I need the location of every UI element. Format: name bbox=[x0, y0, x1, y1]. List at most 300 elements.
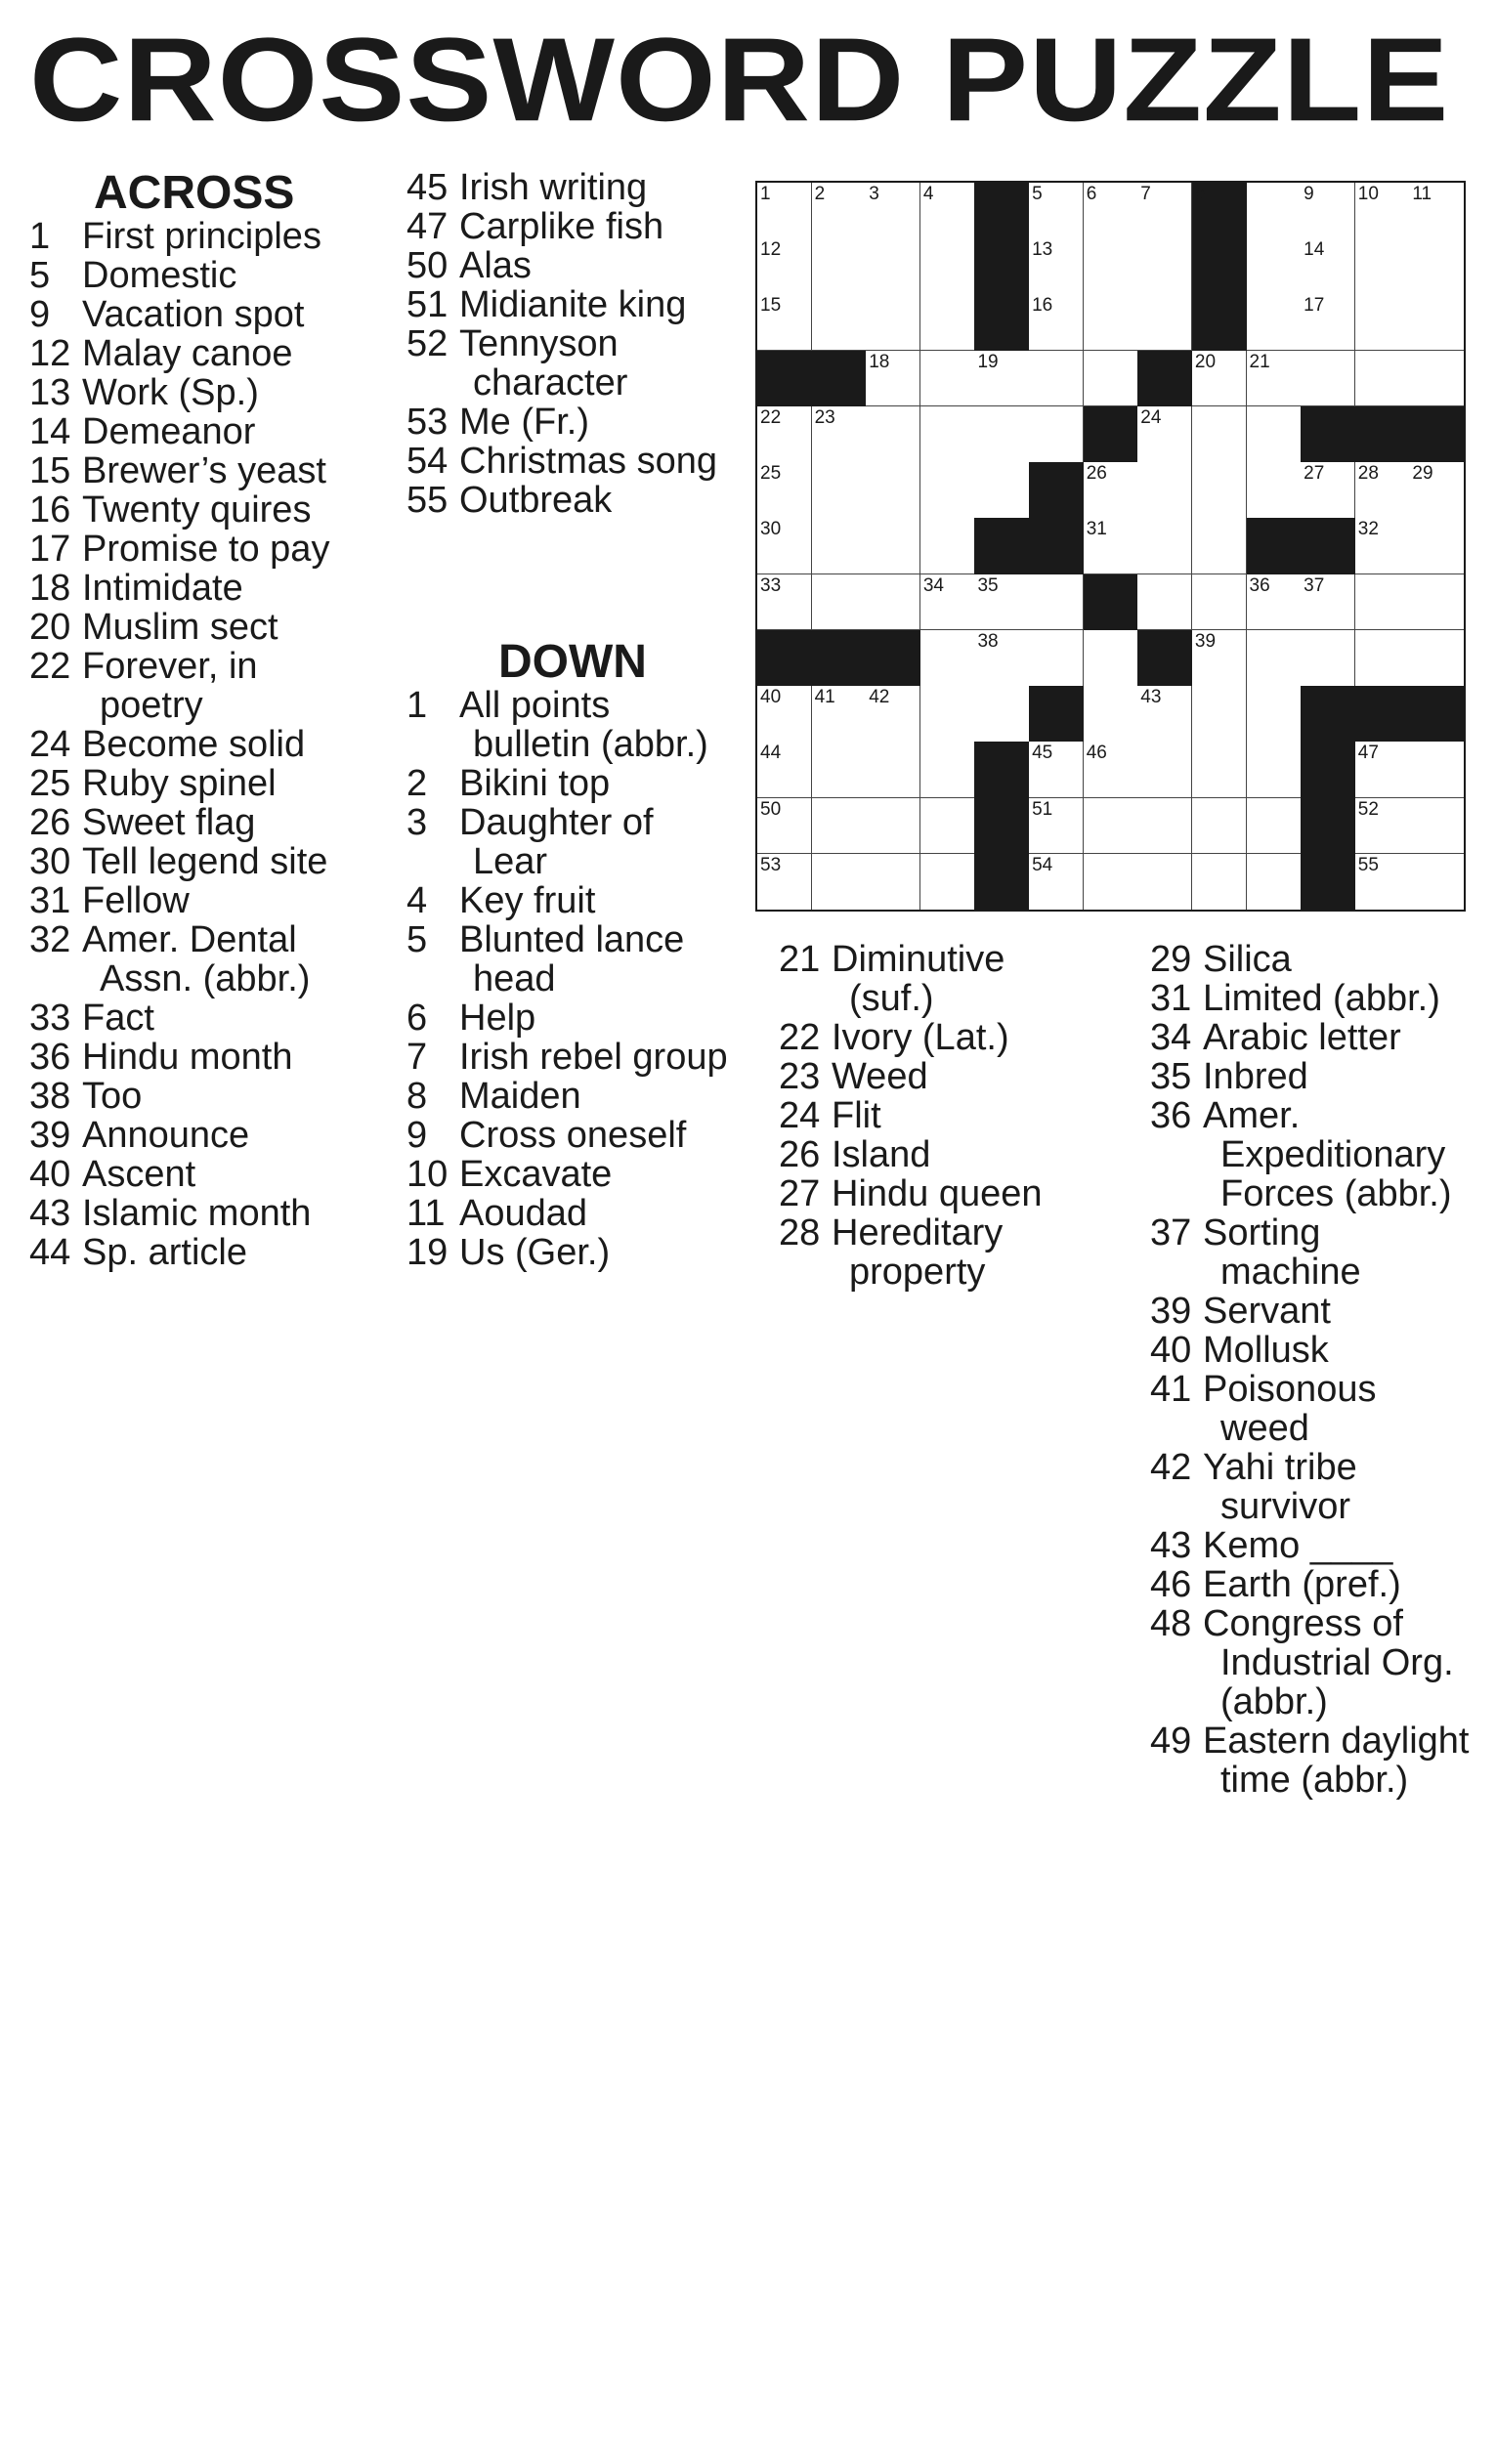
grid-cell[interactable] bbox=[974, 630, 1029, 687]
down-clue bbox=[406, 803, 748, 881]
across-clue bbox=[29, 451, 401, 490]
grid-block bbox=[1247, 518, 1302, 574]
grid-cell[interactable] bbox=[1301, 462, 1355, 519]
grid-cell[interactable] bbox=[1084, 462, 1138, 519]
grid-block bbox=[1137, 630, 1192, 687]
clue-number: 36 bbox=[1150, 1095, 1192, 1136]
across-clue bbox=[29, 530, 401, 569]
grid-cell[interactable] bbox=[1029, 854, 1084, 910]
clue-text: Become solid bbox=[82, 724, 306, 765]
across-clue bbox=[29, 881, 401, 920]
grid-cell[interactable] bbox=[1084, 742, 1138, 798]
grid-block bbox=[974, 518, 1029, 574]
grid-cell[interactable] bbox=[1355, 798, 1410, 855]
clue-number: 55 bbox=[406, 480, 449, 521]
grid-cell[interactable] bbox=[1084, 518, 1138, 574]
grid-cell[interactable] bbox=[1084, 351, 1138, 407]
grid-cell[interactable] bbox=[866, 238, 920, 295]
clue-text: Blunted lance bbox=[459, 919, 685, 960]
clue-number: 35 bbox=[1150, 1056, 1192, 1097]
grid-cell[interactable] bbox=[1137, 686, 1192, 743]
cell-number: 13 bbox=[1032, 239, 1053, 261]
across-clue bbox=[29, 334, 401, 373]
clue-text: survivor bbox=[1220, 1486, 1351, 1527]
cell-number: 2 bbox=[814, 184, 826, 204]
down-heading: DOWN bbox=[498, 636, 647, 688]
grid-cell[interactable] bbox=[1192, 742, 1247, 798]
grid-cell[interactable] bbox=[1355, 742, 1410, 798]
grid-cell[interactable] bbox=[812, 686, 867, 743]
grid-cell[interactable] bbox=[1355, 351, 1410, 407]
cell-number: 46 bbox=[1086, 743, 1107, 764]
clue-text: Islamic month bbox=[82, 1193, 312, 1234]
grid-cell[interactable] bbox=[866, 351, 920, 407]
down-clue bbox=[779, 1018, 1140, 1057]
grid-cell[interactable] bbox=[1192, 686, 1247, 743]
grid-cell[interactable] bbox=[812, 798, 867, 855]
clue-number: 52 bbox=[406, 323, 449, 364]
clue-number: 12 bbox=[29, 333, 71, 374]
clue-number: 5 bbox=[29, 255, 51, 296]
grid-cell[interactable] bbox=[1409, 630, 1464, 687]
clue-text: Sp. article bbox=[82, 1232, 247, 1273]
clue-text: Outbreak bbox=[459, 480, 613, 521]
grid-cell[interactable] bbox=[1192, 462, 1247, 519]
down-clue bbox=[406, 1155, 748, 1194]
clue-text: Irish rebel group bbox=[459, 1037, 728, 1078]
grid-cell[interactable] bbox=[1137, 742, 1192, 798]
clue-text: machine bbox=[1220, 1252, 1361, 1293]
cell-number: 17 bbox=[1304, 295, 1325, 317]
grid-cell[interactable] bbox=[1137, 294, 1192, 351]
cell-number: 55 bbox=[1357, 854, 1379, 875]
grid-cell[interactable] bbox=[1355, 630, 1410, 687]
clue-number: 22 bbox=[29, 646, 71, 687]
grid-cell[interactable] bbox=[1084, 630, 1138, 687]
grid-cell[interactable] bbox=[920, 798, 975, 855]
grid-cell[interactable] bbox=[1409, 742, 1464, 798]
clue-text: Daughter of bbox=[459, 802, 654, 843]
clue-text: Work (Sp.) bbox=[82, 372, 259, 413]
clue-number: 13 bbox=[29, 372, 71, 413]
cell-number: 30 bbox=[760, 519, 782, 540]
clue-number: 23 bbox=[779, 1056, 821, 1097]
grid-cell[interactable] bbox=[757, 462, 812, 519]
grid-cell[interactable] bbox=[1247, 462, 1302, 519]
grid-cell[interactable] bbox=[812, 574, 867, 631]
clue-text: Ivory (Lat.) bbox=[832, 1017, 1009, 1058]
grid-cell[interactable] bbox=[1355, 183, 1410, 239]
grid-block bbox=[1029, 462, 1084, 519]
grid-cell[interactable] bbox=[1355, 854, 1410, 910]
grid-cell[interactable] bbox=[1192, 630, 1247, 687]
grid-cell[interactable] bbox=[1137, 518, 1192, 574]
grid-cell[interactable] bbox=[1247, 742, 1302, 798]
grid-cell[interactable] bbox=[974, 406, 1029, 463]
grid-cell[interactable] bbox=[920, 294, 975, 351]
clue-text: Excavate bbox=[459, 1154, 613, 1195]
grid-cell[interactable] bbox=[757, 518, 812, 574]
grid-cell[interactable] bbox=[1409, 518, 1464, 574]
clue-text: Kemo ____ bbox=[1203, 1525, 1393, 1566]
across-clue bbox=[406, 324, 748, 403]
grid-cell[interactable] bbox=[974, 351, 1029, 407]
clue-text: Me (Fr.) bbox=[459, 402, 589, 443]
grid-cell[interactable] bbox=[1301, 630, 1355, 687]
down-clue bbox=[1150, 1213, 1492, 1292]
grid-cell[interactable] bbox=[866, 574, 920, 631]
grid-cell[interactable] bbox=[1137, 238, 1192, 295]
cell-number: 35 bbox=[977, 574, 999, 596]
grid-cell[interactable] bbox=[1409, 854, 1464, 910]
cell-number: 10 bbox=[1357, 184, 1379, 204]
grid-block bbox=[1192, 294, 1247, 351]
clue-text: Twenty quires bbox=[82, 489, 312, 531]
across-clue bbox=[29, 1077, 401, 1116]
cell-number: 40 bbox=[760, 687, 782, 708]
grid-cell[interactable] bbox=[1192, 798, 1247, 855]
grid-cell[interactable] bbox=[920, 406, 975, 463]
clue-number: 54 bbox=[406, 441, 449, 482]
grid-block bbox=[1192, 183, 1247, 239]
across-clue bbox=[406, 285, 748, 324]
grid-block bbox=[1084, 574, 1138, 631]
clue-text: Yahi tribe bbox=[1203, 1447, 1357, 1488]
across-clue bbox=[29, 256, 401, 295]
clue-text: Hindu month bbox=[82, 1037, 293, 1078]
clue-number: 24 bbox=[29, 724, 71, 765]
grid-cell[interactable] bbox=[1137, 854, 1192, 910]
down-clue bbox=[1150, 1018, 1492, 1057]
grid-cell[interactable] bbox=[1029, 742, 1084, 798]
grid-cell[interactable] bbox=[1409, 238, 1464, 295]
cell-number: 39 bbox=[1194, 630, 1217, 652]
clue-number: 5 bbox=[406, 919, 428, 960]
grid-cell[interactable] bbox=[1247, 574, 1302, 631]
cell-number: 21 bbox=[1249, 351, 1270, 372]
clue-text: Tennyson bbox=[459, 323, 619, 364]
grid-cell[interactable] bbox=[1192, 518, 1247, 574]
clue-text: Christmas song bbox=[459, 441, 717, 482]
clue-number: 30 bbox=[29, 841, 71, 882]
clue-number: 9 bbox=[29, 294, 51, 335]
grid-cell[interactable] bbox=[974, 574, 1029, 631]
across-clue bbox=[406, 207, 748, 246]
grid-cell[interactable] bbox=[1301, 183, 1355, 239]
grid-cell[interactable] bbox=[757, 742, 812, 798]
grid-cell[interactable] bbox=[866, 742, 920, 798]
cell-number: 34 bbox=[922, 574, 944, 596]
cell-number: 4 bbox=[922, 184, 934, 204]
grid-cell[interactable] bbox=[1029, 183, 1084, 239]
clue-text: Irish writing bbox=[459, 167, 648, 208]
clue-text: (abbr.) bbox=[1220, 1681, 1328, 1722]
grid-cell[interactable] bbox=[757, 798, 812, 855]
grid-cell[interactable] bbox=[1084, 238, 1138, 295]
cell-number: 32 bbox=[1357, 519, 1379, 540]
grid-cell[interactable] bbox=[812, 462, 867, 519]
grid-cell[interactable] bbox=[1029, 574, 1084, 631]
grid-cell[interactable] bbox=[812, 518, 867, 574]
clue-number: 41 bbox=[1150, 1369, 1192, 1410]
grid-cell[interactable] bbox=[1355, 574, 1410, 631]
clue-text: Cross oneself bbox=[459, 1115, 687, 1156]
clue-text: Poisonous bbox=[1203, 1369, 1377, 1410]
clue-text: bulletin (abbr.) bbox=[473, 724, 708, 765]
grid-cell[interactable] bbox=[866, 462, 920, 519]
across-clue bbox=[29, 490, 401, 530]
across-clue bbox=[29, 647, 401, 725]
grid-cell[interactable] bbox=[866, 798, 920, 855]
grid-cell[interactable] bbox=[1084, 686, 1138, 743]
clue-text: Inbred bbox=[1203, 1056, 1308, 1097]
clue-text: Brewer’s yeast bbox=[82, 450, 326, 491]
grid-cell[interactable] bbox=[757, 854, 812, 910]
clue-text: Key fruit bbox=[459, 880, 596, 921]
grid-cell[interactable] bbox=[866, 854, 920, 910]
grid-cell[interactable] bbox=[757, 686, 812, 743]
grid-cell[interactable] bbox=[1355, 294, 1410, 351]
down-clue bbox=[1150, 1721, 1492, 1800]
grid-cell[interactable] bbox=[1247, 294, 1302, 351]
clue-number: 15 bbox=[29, 450, 71, 491]
cell-number: 8 bbox=[1194, 184, 1206, 204]
grid-cell[interactable] bbox=[974, 686, 1029, 743]
across-clue bbox=[29, 1155, 401, 1194]
clue-text: Announce bbox=[82, 1115, 250, 1156]
grid-cell[interactable] bbox=[1247, 854, 1302, 910]
grid-cell[interactable] bbox=[1029, 406, 1084, 463]
grid-cell[interactable] bbox=[920, 742, 975, 798]
grid-cell[interactable] bbox=[866, 406, 920, 463]
grid-cell[interactable] bbox=[1084, 183, 1138, 239]
down-clue bbox=[406, 1233, 748, 1272]
clue-text: poetry bbox=[100, 685, 203, 726]
grid-cell[interactable] bbox=[920, 462, 975, 519]
grid-cell[interactable] bbox=[1409, 574, 1464, 631]
grid-cell[interactable] bbox=[1409, 294, 1464, 351]
grid-cell[interactable] bbox=[920, 351, 975, 407]
grid-cell[interactable] bbox=[1355, 238, 1410, 295]
clue-text: Eastern daylight bbox=[1203, 1721, 1470, 1762]
across-clue bbox=[29, 998, 401, 1038]
grid-cell[interactable] bbox=[1137, 574, 1192, 631]
grid-cell[interactable] bbox=[920, 518, 975, 574]
clue-text: weed bbox=[1220, 1408, 1309, 1449]
down-clue bbox=[779, 1135, 1140, 1174]
grid-cell[interactable] bbox=[812, 742, 867, 798]
down-clue bbox=[1150, 1292, 1492, 1331]
clue-number: 14 bbox=[29, 411, 71, 452]
down-clue bbox=[1150, 1526, 1492, 1565]
clue-text: Servant bbox=[1203, 1291, 1331, 1332]
cell-number: 7 bbox=[1140, 184, 1151, 204]
grid-cell[interactable] bbox=[1192, 574, 1247, 631]
cell-number: 1 bbox=[760, 184, 771, 204]
grid-cell[interactable] bbox=[1137, 406, 1192, 463]
grid-cell[interactable] bbox=[1247, 630, 1302, 687]
down-clue bbox=[1150, 979, 1492, 1018]
grid-cell[interactable] bbox=[866, 183, 920, 239]
clue-text: Vacation spot bbox=[82, 294, 305, 335]
cell-number: 53 bbox=[760, 854, 782, 875]
grid-cell[interactable] bbox=[1247, 351, 1302, 407]
across-clue bbox=[29, 373, 401, 412]
clue-number: 26 bbox=[779, 1134, 821, 1175]
grid-cell[interactable] bbox=[757, 406, 812, 463]
down-clue bbox=[779, 1096, 1140, 1135]
grid-cell[interactable] bbox=[1355, 518, 1410, 574]
clue-number: 43 bbox=[29, 1193, 71, 1234]
clue-text: Assn. (abbr.) bbox=[100, 958, 311, 999]
grid-cell[interactable] bbox=[812, 854, 867, 910]
grid-block bbox=[1409, 686, 1464, 743]
across-clue bbox=[406, 168, 748, 207]
grid-cell[interactable] bbox=[812, 183, 867, 239]
grid-cell[interactable] bbox=[1247, 798, 1302, 855]
grid-cell[interactable] bbox=[866, 518, 920, 574]
grid-cell[interactable] bbox=[866, 686, 920, 743]
grid-cell[interactable] bbox=[920, 854, 975, 910]
grid-cell[interactable] bbox=[1301, 238, 1355, 295]
grid-cell[interactable] bbox=[1084, 854, 1138, 910]
down-clue bbox=[406, 920, 748, 998]
clue-number: 28 bbox=[779, 1212, 821, 1253]
grid-block bbox=[812, 351, 867, 407]
clue-number: 40 bbox=[29, 1154, 71, 1195]
down-clue bbox=[406, 764, 748, 803]
grid-block bbox=[757, 630, 812, 687]
across-clue bbox=[406, 481, 748, 520]
grid-cell[interactable] bbox=[920, 686, 975, 743]
clue-number: 31 bbox=[1150, 978, 1192, 1019]
clue-number: 37 bbox=[1150, 1212, 1192, 1253]
down-clue bbox=[406, 1194, 748, 1233]
clue-number: 29 bbox=[1150, 939, 1192, 980]
across-clue bbox=[406, 403, 748, 442]
clue-text: Maiden bbox=[459, 1076, 581, 1117]
clue-number: 43 bbox=[1150, 1525, 1192, 1566]
clue-text: Promise to pay bbox=[82, 529, 330, 570]
grid-cell[interactable] bbox=[1084, 798, 1138, 855]
grid-cell[interactable] bbox=[1247, 238, 1302, 295]
grid-cell[interactable] bbox=[1247, 686, 1302, 743]
down-clue bbox=[779, 1174, 1140, 1213]
grid-cell[interactable] bbox=[812, 294, 867, 351]
down-clue bbox=[1150, 1057, 1492, 1096]
grid-cell[interactable] bbox=[1247, 183, 1302, 239]
clue-number: 11 bbox=[406, 1193, 446, 1234]
clue-text: Midianite king bbox=[459, 284, 687, 325]
clue-number: 27 bbox=[779, 1173, 821, 1214]
grid-cell[interactable] bbox=[920, 630, 975, 687]
grid-cell[interactable] bbox=[866, 294, 920, 351]
clue-number: 48 bbox=[1150, 1603, 1192, 1644]
clue-number: 25 bbox=[29, 763, 71, 804]
grid-cell[interactable] bbox=[757, 574, 812, 631]
down-clue bbox=[1150, 1331, 1492, 1370]
grid-cell[interactable] bbox=[1137, 798, 1192, 855]
clue-text: Hereditary bbox=[832, 1212, 1004, 1253]
grid-cell[interactable] bbox=[757, 183, 812, 239]
crossword-grid bbox=[755, 181, 1466, 912]
cell-number: 52 bbox=[1357, 798, 1379, 820]
clue-number: 39 bbox=[1150, 1291, 1192, 1332]
grid-cell[interactable] bbox=[1192, 351, 1247, 407]
clue-number: 21 bbox=[779, 939, 821, 980]
grid-cell[interactable] bbox=[1409, 183, 1464, 239]
cell-number: 22 bbox=[760, 406, 782, 428]
grid-cell[interactable] bbox=[1301, 574, 1355, 631]
cell-number: 26 bbox=[1086, 463, 1107, 485]
clue-number: 50 bbox=[406, 245, 449, 286]
grid-cell[interactable] bbox=[812, 406, 867, 463]
cell-number: 29 bbox=[1412, 463, 1433, 485]
grid-cell[interactable] bbox=[1247, 406, 1302, 463]
grid-cell[interactable] bbox=[1084, 294, 1138, 351]
grid-cell[interactable] bbox=[812, 238, 867, 295]
grid-cell[interactable] bbox=[1409, 351, 1464, 407]
grid-cell[interactable] bbox=[1029, 294, 1084, 351]
grid-block bbox=[1355, 406, 1410, 463]
down-clue bbox=[1150, 1604, 1492, 1721]
grid-cell[interactable] bbox=[1137, 183, 1192, 239]
clue-text: All points bbox=[459, 685, 611, 726]
across-clue bbox=[29, 1038, 401, 1077]
grid-block bbox=[1192, 238, 1247, 295]
grid-cell[interactable] bbox=[1301, 294, 1355, 351]
clue-text: Us (Ger.) bbox=[459, 1232, 611, 1273]
cell-number: 18 bbox=[869, 351, 890, 372]
clue-number: 18 bbox=[29, 568, 71, 609]
grid-cell[interactable] bbox=[1409, 798, 1464, 855]
grid-cell[interactable] bbox=[757, 294, 812, 351]
clue-number: 4 bbox=[406, 880, 428, 921]
grid-cell[interactable] bbox=[1301, 351, 1355, 407]
down-clue bbox=[406, 998, 748, 1038]
clue-text: Earth (pref.) bbox=[1203, 1564, 1401, 1605]
grid-cell[interactable] bbox=[1192, 406, 1247, 463]
down-clue bbox=[1150, 1370, 1492, 1448]
grid-block bbox=[1301, 518, 1355, 574]
grid-cell[interactable] bbox=[974, 462, 1029, 519]
grid-cell[interactable] bbox=[1409, 462, 1464, 519]
grid-cell[interactable] bbox=[1029, 798, 1084, 855]
grid-cell[interactable] bbox=[1029, 630, 1084, 687]
clue-number: 31 bbox=[29, 880, 71, 921]
cell-number: 16 bbox=[1032, 295, 1053, 317]
clue-number: 20 bbox=[29, 607, 71, 648]
grid-cell[interactable] bbox=[1192, 854, 1247, 910]
clue-text: Lear bbox=[473, 841, 548, 882]
down-clue bbox=[406, 881, 748, 920]
clue-number: 1 bbox=[406, 685, 428, 726]
across-clue bbox=[29, 1116, 401, 1155]
grid-cell[interactable] bbox=[1355, 462, 1410, 519]
clue-number: 22 bbox=[779, 1017, 821, 1058]
clue-text: character bbox=[473, 362, 628, 404]
clue-text: Island bbox=[832, 1134, 931, 1175]
grid-cell[interactable] bbox=[920, 574, 975, 631]
grid-cell[interactable] bbox=[1029, 351, 1084, 407]
grid-cell[interactable] bbox=[920, 238, 975, 295]
grid-cell[interactable] bbox=[1029, 238, 1084, 295]
grid-cell[interactable] bbox=[920, 183, 975, 239]
clue-text: Mollusk bbox=[1203, 1330, 1329, 1371]
grid-cell[interactable] bbox=[757, 238, 812, 295]
grid-cell[interactable] bbox=[1137, 462, 1192, 519]
clue-text: Intimidate bbox=[82, 568, 243, 609]
